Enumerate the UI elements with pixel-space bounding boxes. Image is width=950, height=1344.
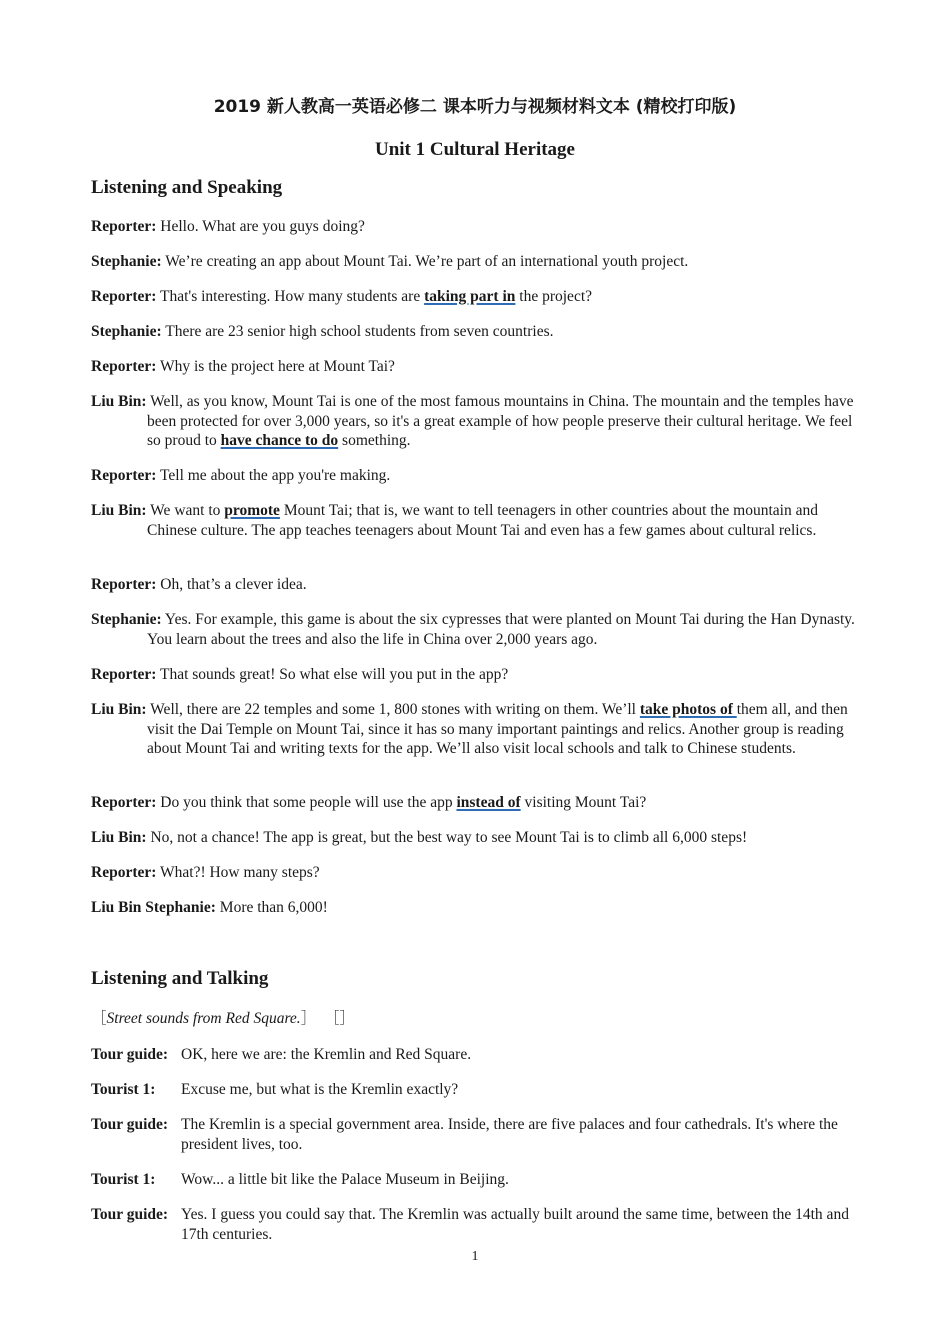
dialogue-line: Tour guide: Yes. I guess you could say that. The Kremlin was actually built around the same time, between the 14th and 17th centuries. <box>91 1206 849 1243</box>
highlight-phrase: take photos of <box>639 701 737 718</box>
dialogue-line: Reporter: Hello. What are you guys doing? <box>91 218 365 235</box>
dialogue-line: Stephanie: Yes. For example, this game is about the six cypresses that were planted on Mount Tai during the Han Dynasty. You learn about the trees and also the life in China over 2,000 years ago. <box>91 611 855 648</box>
dialogue-line: Reporter: Tell me about the app you're making. <box>91 467 391 484</box>
section-heading-listening-speaking: Listening and Speaking <box>91 177 283 198</box>
dialogue-line: Stephanie: We’re creating an app about Mount Tai. We’re part of an international youth project. <box>91 253 689 270</box>
page-number: 1 <box>471 1249 479 1264</box>
dialogue-line: Reporter: Oh, that’s a clever idea. <box>91 576 307 593</box>
dialogue-line: Reporter: Do you think that some people will use the app instead of visiting Mount Tai? <box>91 794 647 811</box>
highlight-phrase: instead of <box>456 794 521 811</box>
highlight-phrase: taking part in <box>424 288 516 305</box>
dialogue-line: Liu Bin: Well, as you know, Mount Tai is one of the most famous mountains in China. The mountain and the temples have been protected for over 3,000 years, so it's a great example of how people preserve their cultural heritage. We feel so proud to have chance to do something. <box>91 393 854 449</box>
dialogue-line: Tour guide: The Kremlin is a special government area. Inside, there are five palaces and four cathedrals. It's where the president lives, too. <box>91 1116 838 1153</box>
dialogue-line: Liu Bin: No, not a chance! The app is great, but the best way to see Mount Tai is to climb all 6,000 steps! <box>91 829 748 846</box>
dialogue-line: Liu Bin: Well, there are 22 temples and some 1, 800 stones with writing on them. We’ll take photos of them all, and then visit the Dai Temple on Mount Tai, since it has so many important paintings and relics. Another group is reading about Mount Tai and writing texts for the app. We’ll also visit local schools and talk to Chinese students. <box>91 701 848 757</box>
dialogue-line: Tourist 1: Wow... a little bit like the Palace Museum in Beijing. <box>91 1171 509 1188</box>
dialogue-line: Reporter: Why is the project here at Mount Tai? <box>91 358 395 375</box>
highlight-phrase: have chance to do <box>220 432 339 449</box>
section-heading-listening-talking: Listening and Talking <box>91 968 269 989</box>
highlight-phrase: promote <box>224 502 280 519</box>
document-title: 2019 新人教高一英语必修二 课本听力与视频材料文本 (精校打印版) <box>213 97 737 117</box>
dialogue-line: Tourist 1: Excuse me, but what is the Kremlin exactly? <box>91 1081 459 1098</box>
dialogue-line: Reporter: That sounds great! So what else will you put in the app? <box>91 666 509 683</box>
unit-title: Unit 1 Cultural Heritage <box>374 139 575 160</box>
dialogue-line: Liu Bin: We want to promote Mount Tai; that is, we want to tell teenagers in other countries about the mountain and Chinese culture. The app teaches teenagers about Mount Tai and even has a few games about cultural relics. <box>91 502 818 539</box>
dialogue-line: Stephanie: There are 23 senior high school students from seven countries. <box>91 323 554 340</box>
dialogue-line: Tour guide: OK, here we are: the Kremlin and Red Square. <box>91 1046 472 1063</box>
dialogue-line: Reporter: What?! How many steps? <box>91 864 320 881</box>
dialogue-line: Liu Bin Stephanie: More than 6,000! <box>91 899 328 916</box>
stage-direction: ［Street sounds from Red Square.］ ［］ <box>91 1010 355 1027</box>
dialogue-line: Reporter: That's interesting. How many students are taking part in the project? <box>91 288 593 305</box>
